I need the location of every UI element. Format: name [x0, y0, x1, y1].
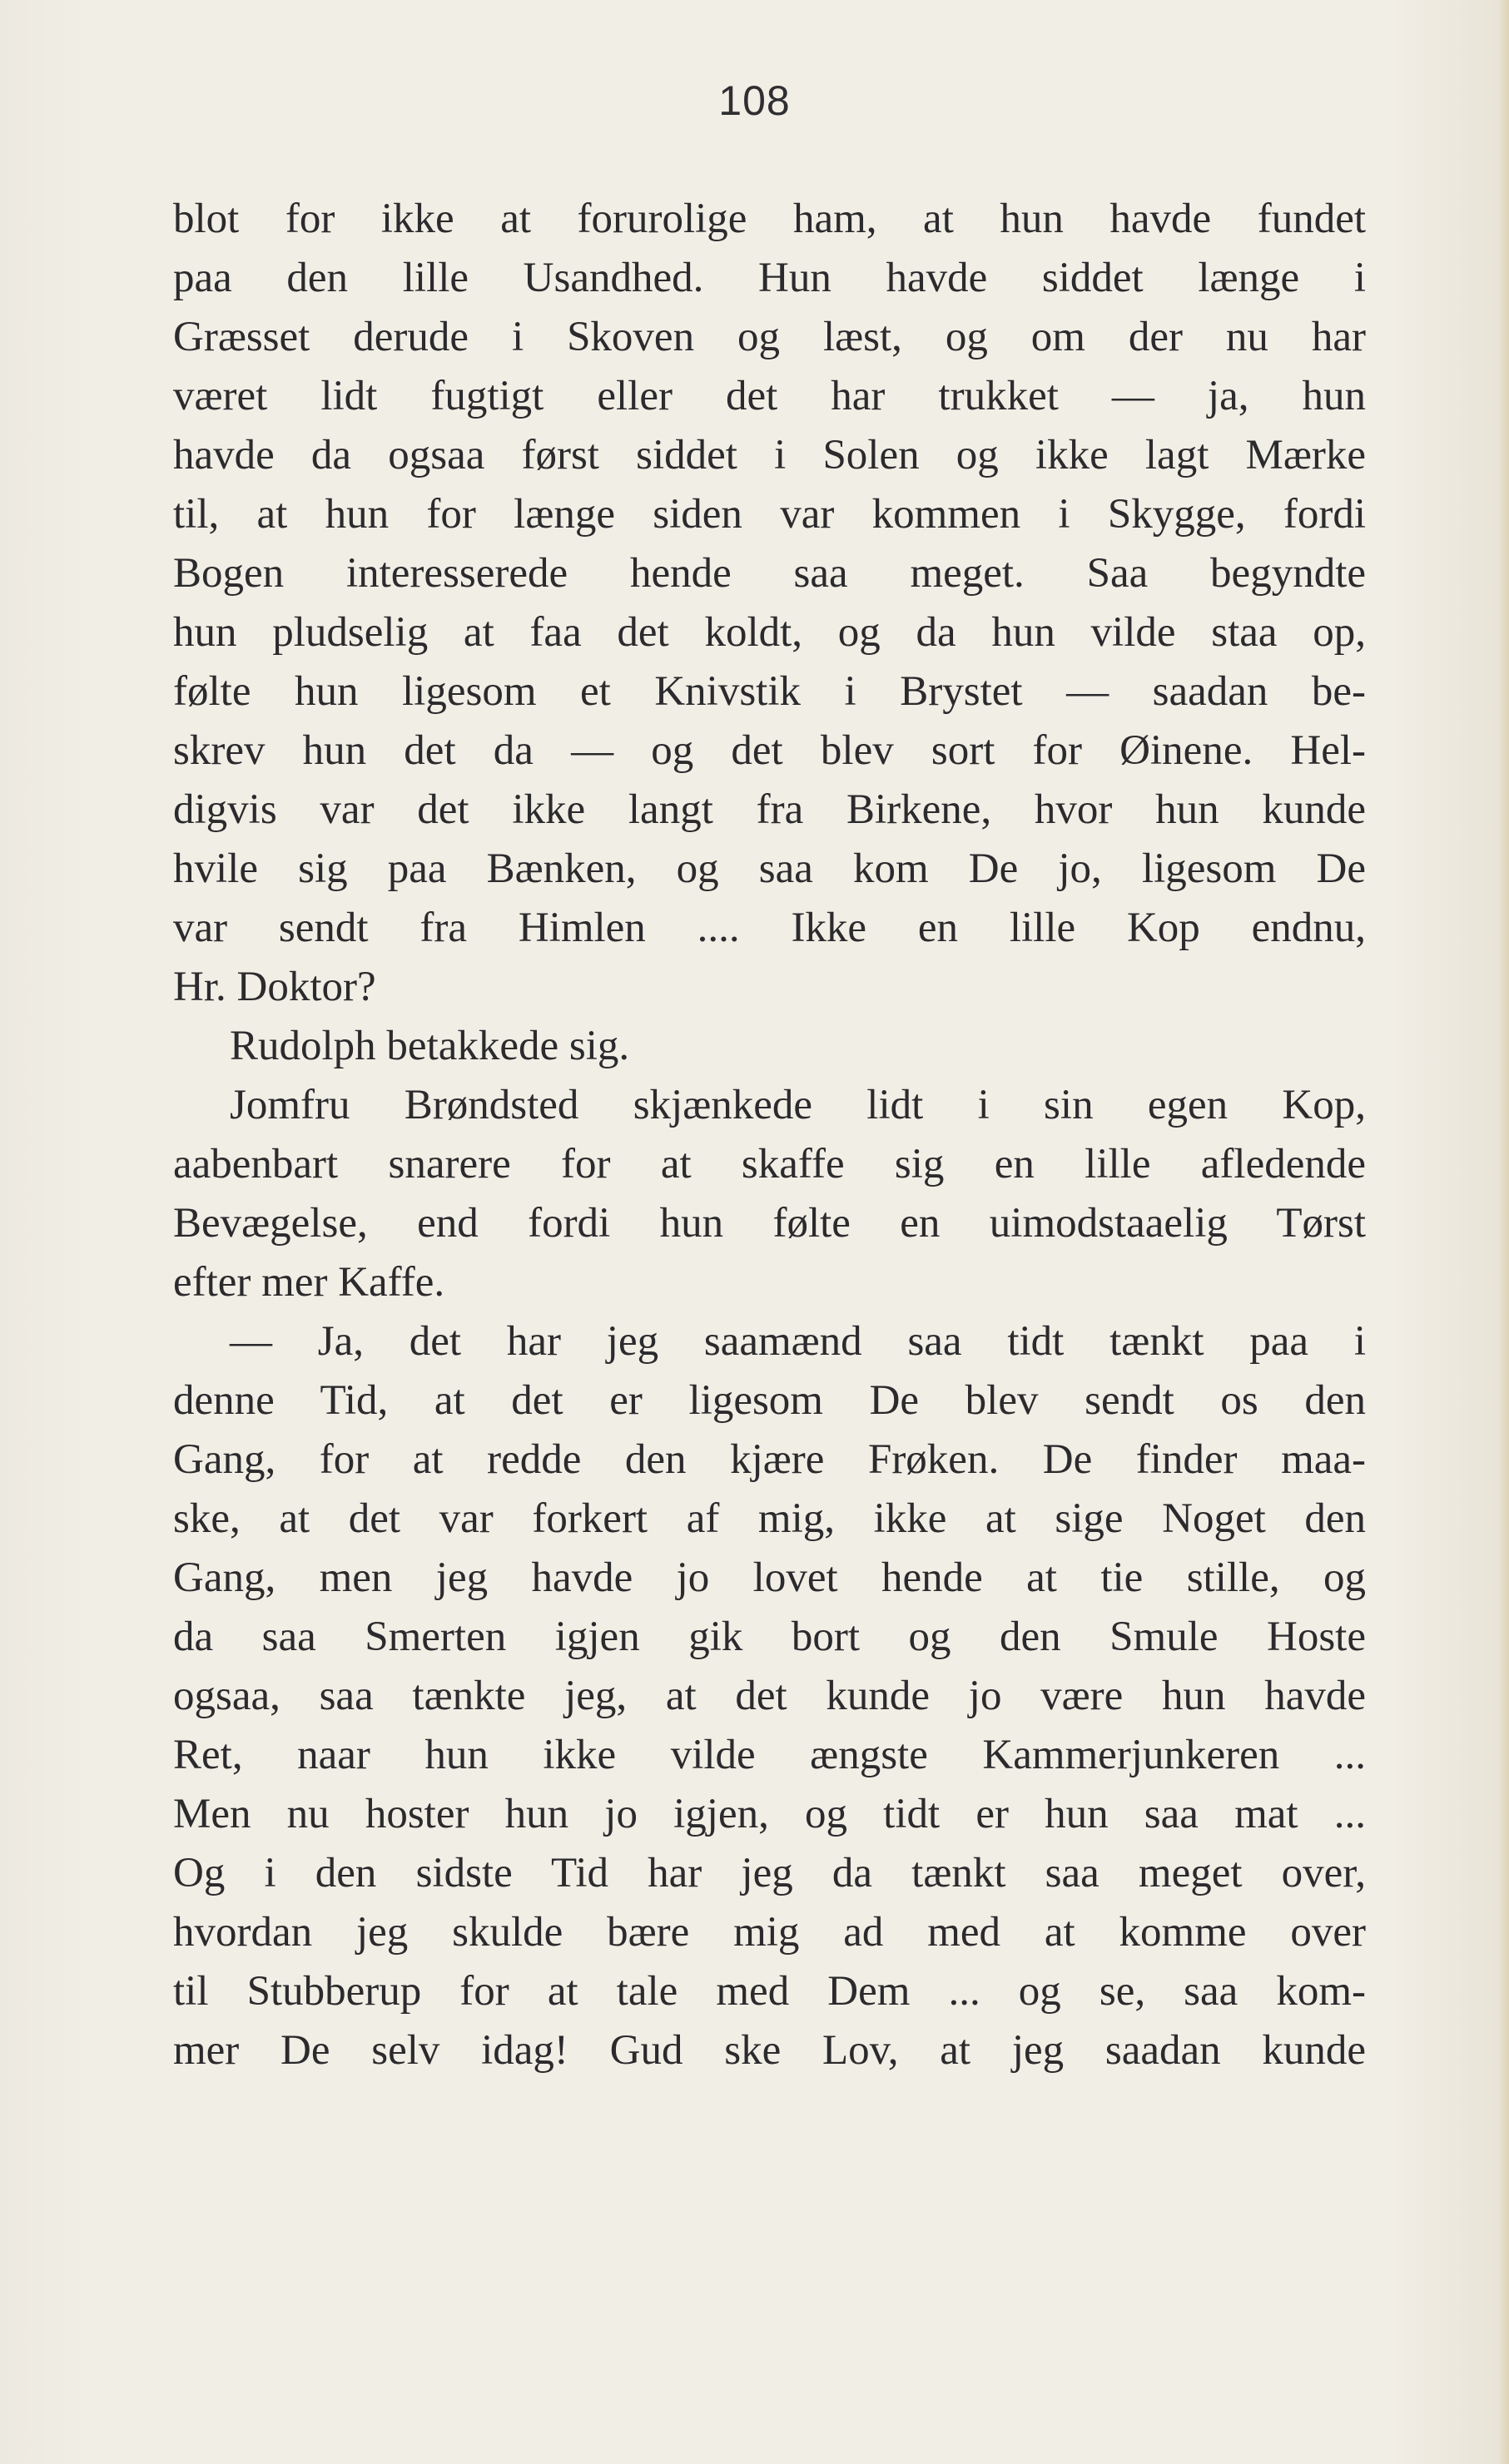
text-line: Gang, for at redde den kjære Frøken. De finder maa- [173, 1436, 1366, 1483]
text-line: Gang, men jeg havde jo lovet hende at tie stille, og [173, 1554, 1366, 1601]
text-line: skrev hun det da — og det blev sort for Øinene. Hel- [173, 727, 1366, 774]
text-line: følte hun ligesom et Knivstik i Brystet — saadan be- [173, 668, 1366, 715]
text-line: hun pludselig at faa det koldt, og da hun vilde staa op, [173, 609, 1366, 656]
text-line: Rudolph betakkede sig. [230, 1023, 630, 1069]
text-line: ske, at det var forkert af mig, ikke at sige Noget den [173, 1495, 1366, 1542]
text-line: Bogen interesserede hende saa meget. Saa begyndte [173, 550, 1366, 597]
text-line: havde da ogsaa først siddet i Solen og ikke lagt Mærke [173, 432, 1366, 478]
text-line: mer De selv idag! Gud ske Lov, at jeg saadan kunde [173, 2027, 1366, 2074]
page-number: 108 [718, 77, 791, 124]
text-line: Bevægelse, end fordi hun følte en uimodstaaelig Tørst [173, 1200, 1366, 1247]
text-line: blot for ikke at forurolige ham, at hun havde fundet [173, 196, 1366, 242]
text-line: Hr. Doktor? [173, 964, 376, 1010]
text-line: været lidt fugtigt eller det har trukket — ja, hun [173, 373, 1366, 419]
text-line: til Stubberup for at tale med Dem ... og se, saa kom- [173, 1968, 1366, 2015]
body-text [173, 190, 1366, 2080]
page-edge-shadow [1497, 0, 1509, 2464]
text-line: efter mer Kaffe. [173, 1259, 445, 1306]
text-line: denne Tid, at det er ligesom De blev sendt os den [173, 1377, 1366, 1424]
text-line: hvordan jeg skulde bære mig ad med at komme over [173, 1909, 1366, 1956]
text-line: Men nu hoster hun jo igjen, og tidt er hun saa mat ... [173, 1791, 1366, 1837]
text-line: til, at hun for længe siden var kommen i Skygge, fordi [173, 491, 1366, 538]
text-line: — Ja, det har jeg saamænd saa tidt tænkt paa i [230, 1318, 1366, 1365]
text-line: Og i den sidste Tid har jeg da tænkt saa meget over, [173, 1850, 1366, 1896]
text-line: ogsaa, saa tænkte jeg, at det kunde jo være hun havde [173, 1673, 1366, 1719]
text-line: aabenbart snarere for at skaffe sig en lille afledende [173, 1141, 1366, 1187]
text-line: Græsset derude i Skoven og læst, og om der nu har [173, 314, 1366, 360]
text-line: hvile sig paa Bænken, og saa kom De jo, ligesom De [173, 845, 1366, 892]
text-line: paa den lille Usandhed. Hun havde siddet længe i [173, 255, 1366, 301]
text-line: Ret, naar hun ikke vilde ængste Kammerjunkeren ... [173, 1732, 1366, 1778]
text-line: digvis var det ikke langt fra Birkene, hvor hun kunde [173, 786, 1366, 833]
text-line: Jomfru Brøndsted skjænkede lidt i sin egen Kop, [230, 1082, 1366, 1128]
text-line: var sendt fra Himlen .... Ikke en lille Kop endnu, [173, 905, 1366, 951]
text-line: da saa Smerten igjen gik bort og den Smule Hoste [173, 1614, 1366, 1660]
